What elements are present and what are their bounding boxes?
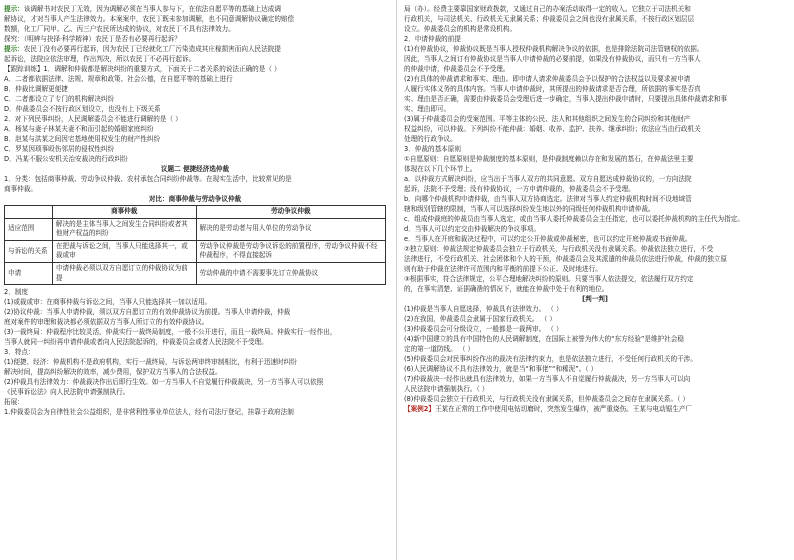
text-line: ①自愿原则：自愿原则是仲裁制度的基本原则，是仲裁制度赖以存在和发展的基石，在仲裁法里主要 — [404, 155, 694, 163]
text-line: (3)一裁终局：仲裁程序比较灵活，仲裁实行一裁终局制度，一般不公开进行，而且一裁终局。仲裁实行一经作出， — [4, 328, 337, 337]
text-line: (2)仲裁具有法律效力：仲裁裁决作出后即行生效。如一方当事人不自觉履行仲裁裁决，另一方当事人可以依照 — [4, 378, 324, 387]
column-divider — [396, 0, 397, 560]
text-line: 《民事诉讼法》向人民法院申请强制执行。 — [4, 388, 130, 397]
judge-list — [404, 304, 786, 404]
text-line: 起诉讼，法院应依法审理，作出判决，所以农民丁不必再行起诉。 — [4, 55, 196, 63]
text-line: e．当事人在开庭和裁决过程中，可以约定公开仲裁或仲裁秘密，也可以约定开庭仲裁或书面仲裁。 — [404, 235, 692, 243]
left-top-paragraphs — [4, 4, 386, 164]
text-line: 设立。仲裁委员会的机构是常设机构。 — [404, 25, 517, 33]
text-line: C．二者都设立了专门的机构解决纠纷 — [4, 95, 115, 103]
text-line: 起诉，法院不予受理；没有仲裁协议，一方申请仲裁的，仲裁委员会不予受理。 — [404, 185, 635, 193]
text-line: c．组成仲裁庭的仲裁员由当事人选定，或由当事人委托仲裁委员会主任指定，也可以委托仲裁机构的主任代为指定。 — [404, 215, 744, 223]
table-header-row — [5, 206, 386, 219]
text-line: 实、理由即可。 — [404, 105, 451, 113]
case-paragraph — [404, 404, 786, 414]
text-line: 2．申请仲裁的前提 — [404, 35, 461, 43]
judge-item: (2)在我国，仲裁委员会隶属于国家行政机关。 （ ） — [404, 315, 556, 323]
comparison-table — [4, 205, 386, 285]
table-header-cell: 劳动争议仲裁 — [196, 206, 386, 219]
text-line: 1．分类：包括商事仲裁、劳动争议仲裁、农村承包合同纠纷仲裁等。在现实生活中，比较常见的是 — [4, 175, 292, 183]
text-line: 数额，化工厂同甲、乙、丙三户农民所达成的协议，对农民丁不具有法律效力。 — [4, 25, 235, 33]
text-line: 1.仲裁委员会为自律性社会公益组织，是非营利性事业单位法人，经有司法厅登记，挂靠于政府法制 — [4, 408, 294, 417]
text-line: 辖和级别管辖的限制，当事人可以选择纠纷发生地以外的同级任何仲裁机构申请仲裁。 — [404, 205, 655, 213]
text-line — [4, 54, 386, 64]
text-line: D．冯某不服公安机关治安裁决的行政纠纷 — [4, 155, 128, 163]
judge-item: 定的第一道防线。 （ ） — [404, 345, 475, 353]
text-line — [4, 44, 386, 54]
table-row — [5, 240, 386, 262]
text-line: (1)或裁或审：在商事仲裁与诉讼之间，当事人只能选择其一加以适用。 — [4, 298, 212, 307]
text-line — [4, 4, 386, 14]
text-line: 局（办）。经费主要靠国家财政拨款，又通过自己的办案活动取得一定的收入。它独立于司法机关和 — [404, 5, 691, 13]
text-line: 体现在以下几个环节上。 — [404, 165, 477, 173]
hint-label: 提示： — [4, 45, 24, 53]
text-line: A．杨某与妻子林某夫妻不和而引起的婚姻家庭纠纷 — [4, 125, 154, 133]
text-line: ②独立原则：仲裁法规定仲裁委员会独立于行政机关，与行政机关没有隶属关系。仲裁依法独立进行，不受 — [404, 245, 714, 253]
text-line — [4, 64, 386, 74]
text-line: 处理的行政争议。 — [404, 135, 457, 143]
text-line: d．当事人可以约定交由仲裁解决的争议事项。 — [404, 225, 541, 233]
judge-item: 人民法院申请强制执行。（ ） — [404, 385, 489, 393]
text-line: 的仲裁申请，仲裁委员会不予受理。 — [404, 65, 510, 73]
judge-item: (1)仲裁是当事人自愿选择，仲裁具有法律效力。 （ ） — [404, 305, 563, 313]
text-line — [4, 14, 386, 24]
table-cell: 劳动争议仲裁是劳动争议诉讼的前置程序，劳动争议仲裁不经仲裁程序，不得直接起诉 — [196, 240, 386, 262]
text-line — [4, 94, 386, 104]
text-line — [4, 144, 386, 154]
judge-item: (7)仲裁裁决一经作出就具有法律效力，如果一方当事人不自觉履行仲裁裁决，另一方当事人可以向 — [404, 375, 691, 383]
judge-item: (6)人民调解协议不具有法律效力，就是当“和事佬”“和稀泥”。（ ） — [404, 365, 598, 373]
text-line — [4, 24, 386, 34]
text-line: ③根据事实，符合法律规定，公平合理地解决纠纷的原则。只要当事人依法提交，依法履行双方约定 — [404, 275, 694, 283]
text-line — [4, 154, 386, 164]
text-line: 2．制度 — [4, 288, 28, 297]
text-line: 庭对案件的审理和裁决都必须依据双方当事人所订立的有效仲裁协议。 — [4, 318, 209, 327]
text-line: (2)协议仲裁：当事人申请仲裁，须以双方自愿订立的有效仲裁协议为前提。当事人申请仲裁，仲裁 — [4, 308, 291, 317]
table-header-cell — [5, 206, 53, 219]
table-row — [5, 262, 386, 284]
text-line — [4, 74, 386, 84]
table-cell: 劳动仲裁的申请不需要事先订立仲裁协议 — [196, 262, 386, 284]
section-title: 议题二 便捷经济选仲裁 — [160, 165, 230, 173]
table-cell: 在把裁与诉讼之间，当事人只能选择其一，或裁或审 — [52, 240, 196, 262]
text-line: 的，在事实清楚、证据确凿的情况下，就能在仲裁中处于有利的地位。 — [404, 285, 609, 293]
text-line: 探究：（明辨与抉择·科学精神）农民丁是否有必要再行起诉？ — [4, 35, 181, 43]
text-line: (1)有仲裁协议，仲裁协议既是当事人授权仲裁机构解决争议的依据，也是排除法院司法管辖权的依据。 — [404, 45, 704, 53]
hint-label: 提示： — [4, 5, 24, 13]
text-line: 解决时间，提高纠纷解决的效率，减少费用，保护双方当事人的合法权益。 — [4, 368, 222, 377]
text-line: 2．对下列民事纠纷，人民调解委员会不能进行调解的是（ ） — [4, 115, 182, 123]
text-line — [4, 104, 386, 114]
judge-item: (8)仲裁委员会独立于行政机关，与行政机关没有隶属关系，但仲裁委员会之间存在隶属关系。（ ） — [404, 395, 690, 403]
text-line: 因此，当事人之间订有仲裁协议是当事人申请仲裁的必要前提，如果没有仲裁协议，而只有一方当事人 — [404, 55, 701, 63]
text-line: 3．仲裁的基本原则 — [404, 145, 461, 153]
text-line: (3)属于仲裁委员会的受案范围。平等主体的公民、法人和其他组织之间发生的合同纠纷和其他财产 — [404, 115, 691, 123]
left-bottom-paragraphs — [4, 287, 386, 417]
judge-item: (5)仲裁委员会对民事纠纷作出的裁决有法律约束力，也是依法独立进行，不受任何行政机关的干涉。 — [404, 355, 697, 363]
text-line: B．仲裁比调解更便捷 — [4, 85, 68, 93]
text-line: 该调解书对农民丁无效，因为调解必须在当事人参与下，在依法自愿平等的基础上达成调 — [23, 5, 281, 13]
table-cell: 申请仲裁必须以双方自愿订立的仲裁协议为前提 — [52, 262, 196, 284]
text-line: b．向哪个仲裁机构申请仲裁，由当事人双方协商选定。法律对当事人约定仲裁机构时间不设地域管 — [404, 195, 692, 203]
table-title: 对比：商事仲裁与劳动争议仲裁 — [148, 195, 242, 203]
judge-item: (4)新中国建立的具有中国特色的人民调解制度，在国际上被誉为伟大的“东方经验”是维护社会稳 — [404, 335, 684, 343]
case-label: 【案例2】 — [404, 405, 435, 413]
judge-item: (3)仲裁委员会可分级设立，一般都是一裁两审。 （ ） — [404, 325, 563, 333]
text-line: B．赵某与洪某之间因宅基地使用权发生的财产性纠纷 — [4, 135, 161, 143]
right-column — [404, 4, 786, 556]
table-cell: 解决的是劳动者与用人单位的劳动争议 — [196, 218, 386, 240]
table-row — [5, 218, 386, 240]
table-cell: 解决的是主体当事人之间发生合同纠纷或者其他财产权益的纠纷 — [52, 218, 196, 240]
text-line: 则有助于仲裁在法律许可范围内和平衡的前提下公正、及时地进行。 — [404, 265, 602, 273]
table-row-key: 适应范围 — [5, 218, 53, 240]
text-line: 行政机关，与司法机关、行政机关无隶属关系；仲裁委员会之间也没有隶属关系，不按行政区划层层 — [404, 15, 695, 23]
text-line: 当事人就同一纠纷再申请仲裁或者向人民法院起诉的，仲裁委员会或者人民法院不予受理。 — [4, 338, 268, 347]
text-line — [4, 134, 386, 144]
text-line: (1)便捷、经济：仲裁机构不是政府机构，实行一裁终局，与诉讼两审终审制相比，有利于迅速时纠纷 — [4, 358, 297, 367]
text-line: 解协议，才对当事人产生法律效力。本案案中，农民丁既未参加调解，也不同意调解协议确定的赔偿 — [4, 15, 295, 23]
text-line: C．罗某因琐事殴伤邻居的侵权性纠纷 — [4, 145, 115, 153]
table-header-cell: 商事仲裁 — [52, 206, 196, 219]
text-line: D．仲裁委员会不按行政区划设立，也没有上下级关系 — [4, 105, 161, 113]
text-line: 法律进行，不受行政机关、社会团体和个人的干预，仲裁委员会及其派遣的仲裁员依法进行仲裁，仲裁的独立原 — [404, 255, 728, 263]
table-row-key: 与诉讼的关系 — [5, 240, 53, 262]
text-line: 3．特点： — [4, 348, 35, 357]
left-column — [4, 4, 386, 556]
text-line: 【跟踪训练】1．调解和仲裁都是解决纠纷的重要方式，下面关于二者关系的说法正确的是（ ） — [4, 65, 281, 73]
text-line — [4, 124, 386, 134]
text-line: 商事仲裁。 — [4, 185, 37, 193]
table-row-key: 申请 — [5, 262, 53, 284]
text-line: a．以仲裁方式解决纠纷，应当出于当事人双方的共同意愿。双方自愿达成仲裁协议的，一方向法院 — [404, 175, 692, 183]
text-line: 农民丁没有必要再行起诉，因为农民丁已经就化工厂污染造成其庄稼损害而向人民法院提 — [23, 45, 281, 53]
text-line: 人履行实体义务的具体内容。当事人申请仲裁时，其所提出的仲裁请求是否合理，所依据的事实是否真 — [404, 85, 701, 93]
text-line: A．二者都依据法律、法规、规章和政策、社会公德，在自愿平等的基础上进行 — [4, 75, 233, 83]
text-line — [4, 34, 386, 44]
judge-title: [判一判] — [582, 295, 608, 303]
text-line: (2)有具体的仲裁请求和事实、理由。即申请人请求仲裁委员会予以保护的合法权益以及要求被申请 — [404, 75, 691, 83]
text-line: 权益纠纷，可以仲裁。下列纠纷不能仲裁：婚姻、收养、监护、扶养、继承纠纷；依法应当由行政机关 — [404, 125, 701, 133]
text-line — [4, 114, 386, 124]
text-line — [4, 84, 386, 94]
right-top-paragraphs — [404, 4, 786, 294]
text-line: 拓展： — [4, 398, 24, 407]
case-text: 王某在正常的工作中使用电钻切磨时，突然发生爆炸，被严重烧伤。王某与电动锯生产厂 — [434, 405, 693, 413]
text-line: 实、理由是否正确，需要由仲裁委员会受理后进一步确定，当事人提出仲裁申请时，只要提出具体仲裁请求和事 — [404, 95, 728, 103]
classification-paragraph — [4, 174, 386, 194]
